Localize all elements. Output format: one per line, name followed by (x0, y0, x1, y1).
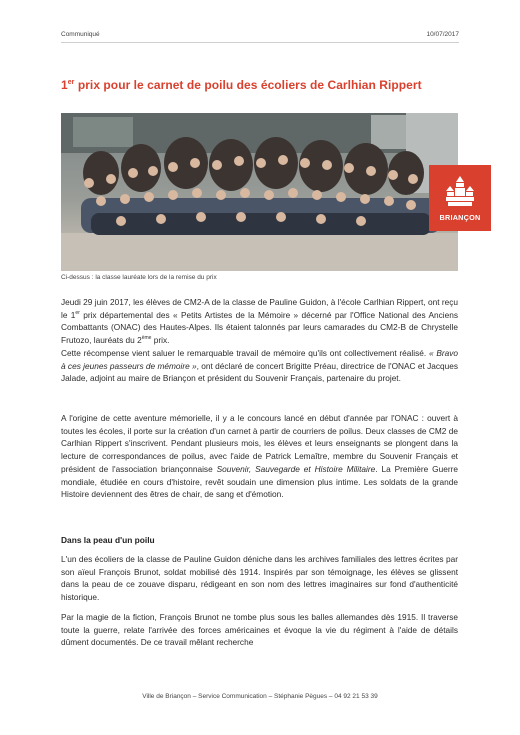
paragraph-award (61, 296, 458, 347)
title-superscript: er (67, 79, 75, 86)
citadel-emblem-icon (444, 174, 476, 210)
title-prefix: 1 (61, 78, 68, 92)
paragraph-archives-text: L'un des écoliers de la classe de Pauline Guidon déniche dans les archives familiales des lettres écrites par son aïeul François Brunot, soldat mobilisé dès 1914. Inspirés par son témoignage, les élèves se glissent dans la peau de ce zouave disparu, rédigeant en son nom des lettres imaginaires sur fond d'authenticité historique. (61, 554, 458, 603)
briancon-logo (429, 165, 491, 231)
paragraph-fiction-text: Par la magie de la fiction, François Brunot ne tombe plus sous les balles allemandes dès 1915. Il traverse toute la guerre, relate l'arrivée des forces américaines et évoque la vie du régiment à l'aide de détails dûment documentés. De ce travail mêlant recherche (61, 612, 458, 648)
paragraph-award-text-b: prix départemental des « Petits Artistes de la Mémoire » décerné par l'Office National des Anciens Combattants (ONAC) des Hautes-Alpes. Ils étaient talonnés par leurs camarades du CM2-B de Chrystelle Frutozo, lauréats du 2 (61, 309, 458, 346)
paragraph-origin-text-b: . La Première Guerre mondiale, étudiée en cours d'histoire, revêt soudain une dimension plus intime. Les soldats de la grande Histoire deviennent des êtres de chair, de sang et d'émotion. (61, 463, 459, 500)
photo-caption: Ci-dessus : la classe lauréate lors de la remise du prix (61, 274, 217, 281)
page-footer: Ville de Briançon – Service Communication – Stéphanie Pègues – 04 92 21 53 39 (142, 693, 378, 700)
superscript-first: er (75, 309, 80, 316)
paragraph-reward-quote: « Bravo à ces jeunes passeurs de mémoire » (61, 348, 459, 371)
logo-wordmark: BRIANÇON (439, 213, 481, 222)
paragraph-reward-text-b: , ont déclaré de concert Brigitte Préau, directrice de l'ONAC et Jacques Jalade, adjoint au maire de Briançon et président du Souvenir Français, partenaire du projet. (61, 360, 458, 384)
paragraph-archives (61, 553, 458, 604)
paragraph-award-text-a: Jeudi 29 juin 2017, les élèves de CM2-A de la classe de Pauline Guidon, à l'école Carlhian Rippert, ont reçu le 1 (61, 297, 458, 320)
paragraph-origin-association: Souvenir, Sauvegarde et Histoire Militaire (216, 463, 376, 474)
paragraph-reward (61, 347, 458, 385)
paragraph-fiction (61, 611, 458, 649)
paragraph-award-text-c: prix. (151, 335, 170, 346)
header-label: Communiqué (61, 31, 100, 38)
header-rule (61, 42, 459, 43)
section-heading: Dans la peau d'un poilu (61, 535, 155, 545)
document-title (61, 78, 461, 92)
header-date: 10/07/2017 (426, 31, 459, 38)
group-photo (61, 113, 458, 271)
superscript-second: ème (141, 335, 152, 342)
paragraph-origin-text-a: A l'origine de cette aventure mémorielle, il y a le concours lancé en début d'année par l'ONAC : ouvert à toutes les écoles, il porte sur la création d'un carnet à partir de courriers de poilus. Deux classes de CM2 de Carlhian Rippert s'inscrivent. Pendant plusieurs mois, les élèves et leurs enseignants se plongent dans la lecture de correspondances de poilus, avec l'aide de Patrick Lemaître, membre du Souvenir Français et président de l'association briançonnaise (61, 413, 458, 474)
title-rest: prix pour le carnet de poilu des écoliers de Carlhian Rippert (74, 78, 422, 92)
paragraph-reward-text-a: Cette récompense vient saluer le remarquable travail de mémoire qu'ils ont collectivement réalisé. (61, 348, 429, 358)
paragraph-origin (61, 412, 458, 501)
